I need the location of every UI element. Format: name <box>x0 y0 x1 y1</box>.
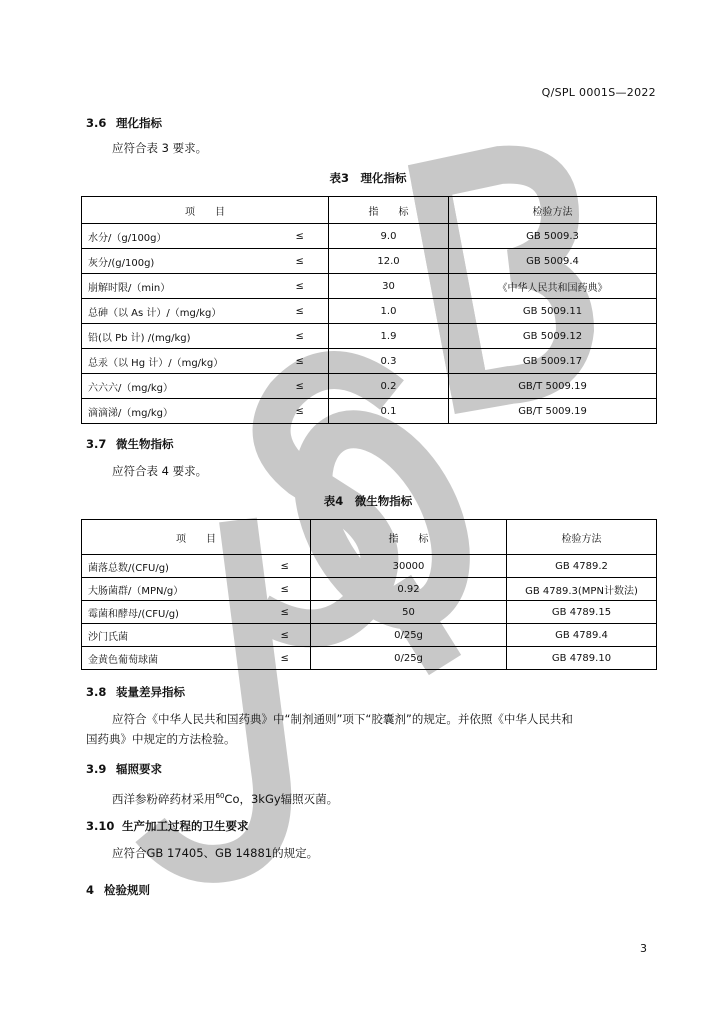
table4-cell-name: 沙门氏菌 <box>82 624 260 647</box>
table3-header-value: 指 标 <box>329 197 449 224</box>
section-3-6-heading <box>86 115 162 131</box>
section-3-10-body: 应符合GB 17405、GB 14881的规定。 <box>112 846 319 860</box>
table4-cell-name: 霉菌和酵母/(CFU/g) <box>82 601 260 624</box>
table3-cell-le: ≤ <box>272 274 329 299</box>
table3-cell-le: ≤ <box>272 399 329 424</box>
section-title: 生产加工过程的卫生要求 <box>122 819 249 833</box>
table4-cell-method: GB 4789.2 <box>507 555 657 578</box>
isotope-mass-number: 60 <box>215 792 225 800</box>
table3-cell-value: 30 <box>329 274 449 299</box>
section-3-10-heading <box>86 818 249 834</box>
table3-cell-name: 总砷（以 As 计）/（mg/kg） <box>82 299 272 324</box>
table-row <box>82 647 657 670</box>
table4-cell-name: 金黄色葡萄球菌 <box>82 647 260 670</box>
table-row <box>82 274 657 299</box>
table4-cell-method: GB 4789.10 <box>507 647 657 670</box>
table3-header-method: 检验方法 <box>449 197 657 224</box>
section-title: 辐照要求 <box>116 762 162 776</box>
table-row <box>82 349 657 374</box>
table4 <box>81 519 657 670</box>
table4-header-value: 指 标 <box>311 520 507 555</box>
table3-cell-value: 1.9 <box>329 324 449 349</box>
section-number: 3.6 <box>86 116 107 130</box>
table3-cell-name: 滴滴涕/（mg/kg） <box>82 399 272 424</box>
table3-caption: 表3 理化指标 <box>329 171 407 185</box>
table4-cell-method: GB 4789.4 <box>507 624 657 647</box>
table-row <box>82 324 657 349</box>
section-3-9-heading <box>86 761 162 777</box>
table3-cell-value: 1.0 <box>329 299 449 324</box>
section-title: 检验规则 <box>104 883 150 897</box>
table3-cell-method: GB/T 5009.19 <box>449 399 657 424</box>
table4-cell-method: GB 4789.3(MPN计数法) <box>507 578 657 601</box>
table3-cell-name: 水分/（g/100g） <box>82 224 272 249</box>
table-row <box>82 601 657 624</box>
table3-cell-le: ≤ <box>272 374 329 399</box>
table3-cell-value: 12.0 <box>329 249 449 274</box>
section-3-8-body-line2: 国药典》中规定的方法检验。 <box>86 732 236 746</box>
table4-cell-name: 菌落总数/(CFU/g) <box>82 555 260 578</box>
section-number: 3.7 <box>86 437 107 451</box>
table4-caption: 表4 微生物指标 <box>323 494 413 508</box>
table4-cell-name: 大肠菌群/（MPN/g） <box>82 578 260 601</box>
table4-header-item: 项 目 <box>82 520 311 555</box>
section-number: 3.9 <box>86 762 107 776</box>
table4-cell-value: 0.92 <box>311 578 507 601</box>
section-3-9-body <box>112 785 338 810</box>
table3-cell-method: GB 5009.3 <box>449 224 657 249</box>
table3-cell-name: 六六六/（mg/kg） <box>82 374 272 399</box>
section-3-9-body-post: Co，3kGy辐照灭菌。 <box>224 791 339 806</box>
table4-cell-le: ≤ <box>260 624 311 647</box>
table3-cell-le: ≤ <box>272 224 329 249</box>
table4-cell-le: ≤ <box>260 578 311 601</box>
table-row <box>82 374 657 399</box>
table-row <box>82 399 657 424</box>
section-4-heading <box>86 882 150 898</box>
section-number: 3.8 <box>86 685 107 699</box>
section-title: 微生物指标 <box>116 437 174 451</box>
table-row <box>82 624 657 647</box>
section-3-7-heading <box>86 436 174 452</box>
document-id: Q/SPL 0001S—2022 <box>541 86 656 99</box>
table3-cell-le: ≤ <box>272 324 329 349</box>
table-row <box>82 299 657 324</box>
table3-cell-value: 0.3 <box>329 349 449 374</box>
table3-cell-le: ≤ <box>272 349 329 374</box>
table3-cell-method: GB 5009.11 <box>449 299 657 324</box>
table4-cell-value: 0/25g <box>311 624 507 647</box>
table-row <box>82 224 657 249</box>
table3-cell-name: 铅(以 Pb 计) /(mg/kg) <box>82 324 272 349</box>
table4-header-row <box>82 520 657 555</box>
table4-cell-le: ≤ <box>260 601 311 624</box>
table3-cell-le: ≤ <box>272 299 329 324</box>
table4-cell-value: 50 <box>311 601 507 624</box>
page-number: 3 <box>640 942 647 955</box>
table4-cell-le: ≤ <box>260 647 311 670</box>
table3-cell-name: 灰分/(g/100g) <box>82 249 272 274</box>
table3-header-item: 项 目 <box>82 197 329 224</box>
section-3-6-body: 应符合表 3 要求。 <box>112 141 208 155</box>
table3-cell-value: 0.1 <box>329 399 449 424</box>
section-number: 4 <box>86 883 95 897</box>
table4-cell-value: 0/25g <box>311 647 507 670</box>
table-row <box>82 578 657 601</box>
table3-cell-name: 总汞（以 Hg 计）/（mg/kg） <box>82 349 272 374</box>
table3-cell-method: GB 5009.17 <box>449 349 657 374</box>
table4-header-method: 检验方法 <box>507 520 657 555</box>
table3-cell-method: GB/T 5009.19 <box>449 374 657 399</box>
table4-cell-method: GB 4789.15 <box>507 601 657 624</box>
table4-cell-le: ≤ <box>260 555 311 578</box>
section-title: 装量差异指标 <box>116 685 185 699</box>
section-3-8-body-line1: 应符合《中华人民共和国药典》中“制剂通则”项下“胶囊剂”的规定。并依照《中华人民共和 <box>112 712 573 726</box>
table3-cell-method: GB 5009.12 <box>449 324 657 349</box>
table3 <box>81 196 657 424</box>
table3-header-row <box>82 197 657 224</box>
table-row <box>82 555 657 578</box>
table3-cell-method: 《中华人民共和国药典》 <box>449 274 657 299</box>
section-title: 理化指标 <box>116 116 162 130</box>
section-3-9-body-pre: 西洋参粉碎药材采用 <box>112 791 216 806</box>
table3-cell-le: ≤ <box>272 249 329 274</box>
section-3-8-heading <box>86 684 185 700</box>
table4-cell-value: 30000 <box>311 555 507 578</box>
table3-cell-value: 0.2 <box>329 374 449 399</box>
section-3-7-body: 应符合表 4 要求。 <box>112 464 208 478</box>
table-row <box>82 249 657 274</box>
table3-cell-method: GB 5009.4 <box>449 249 657 274</box>
section-number: 3.10 <box>86 819 115 833</box>
table3-cell-value: 9.0 <box>329 224 449 249</box>
table3-cell-name: 崩解时限/（min） <box>82 274 272 299</box>
